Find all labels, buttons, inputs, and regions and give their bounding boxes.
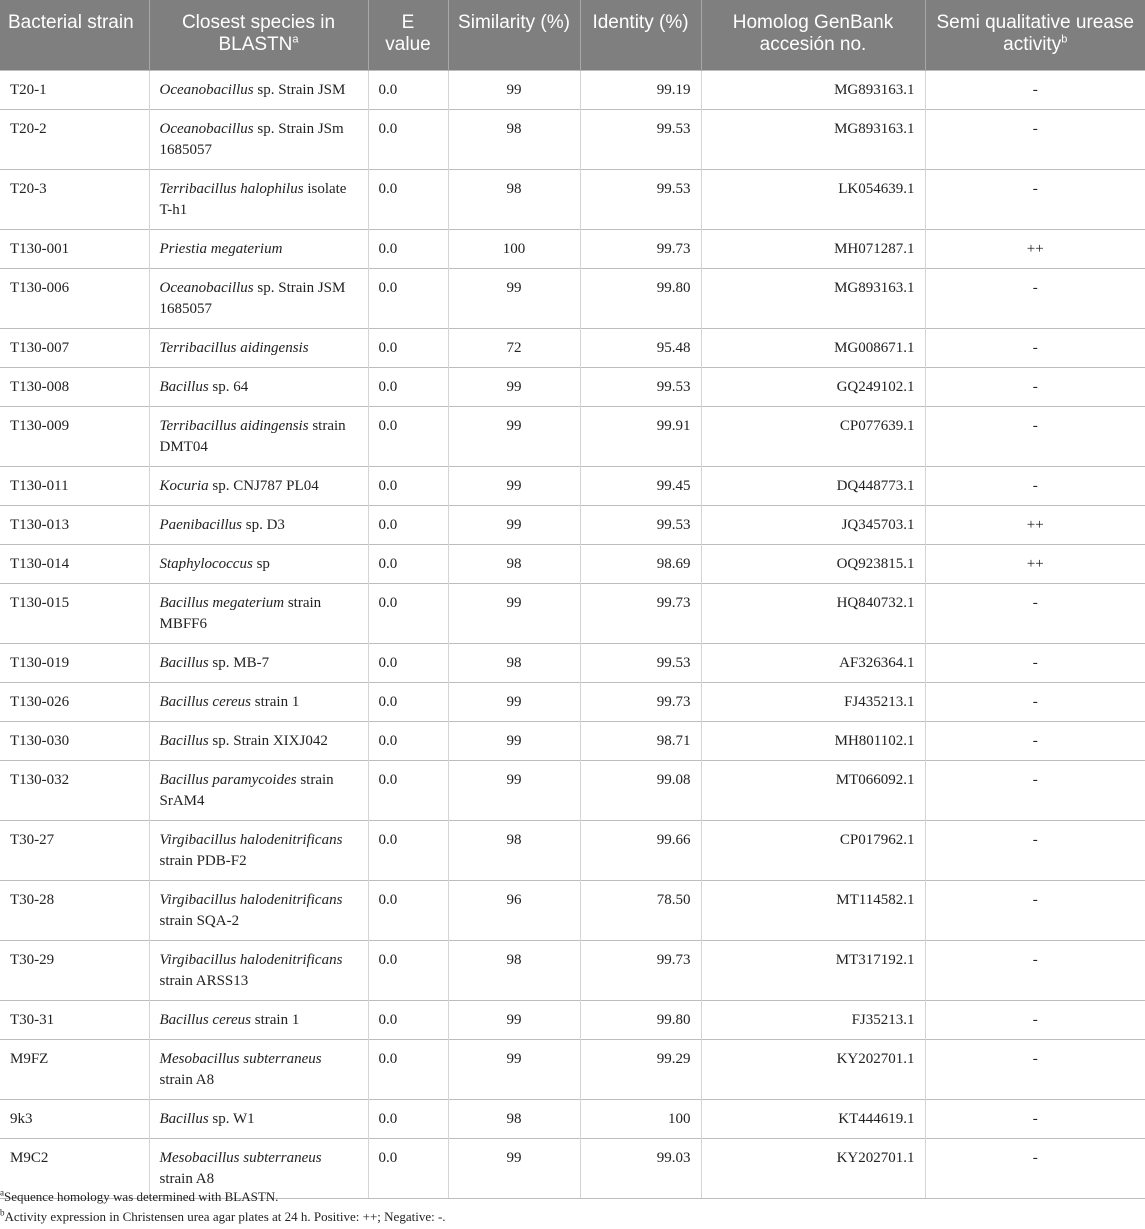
species-descriptor: strain 1 bbox=[251, 1012, 300, 1028]
cell-species bbox=[149, 644, 368, 683]
cell-species bbox=[149, 1040, 368, 1100]
cell-strain: T130-008 bbox=[0, 368, 149, 407]
cell-genbank: OQ923815.1 bbox=[701, 545, 925, 584]
cell-genbank: CP017962.1 bbox=[701, 821, 925, 881]
cell-strain: T130-015 bbox=[0, 584, 149, 644]
cell-e-value: 0.0 bbox=[368, 881, 448, 941]
species-descriptor: sp bbox=[252, 556, 270, 572]
cell-identity: 99.53 bbox=[580, 368, 701, 407]
species-descriptor: strain A8 bbox=[159, 1171, 215, 1187]
species-descriptor: strain DMT04 bbox=[159, 418, 346, 455]
cell-urease: - bbox=[925, 110, 1145, 170]
cell-species bbox=[149, 821, 368, 881]
cell-similarity: 98 bbox=[448, 170, 580, 230]
species-descriptor: isolate T-h1 bbox=[159, 181, 347, 218]
table-row bbox=[0, 329, 1145, 368]
species-italic-name: Paenibacillus bbox=[159, 517, 242, 533]
cell-urease: - bbox=[925, 584, 1145, 644]
cell-species bbox=[149, 368, 368, 407]
species-italic-name: Oceanobacillus bbox=[159, 82, 254, 98]
cell-similarity: 99 bbox=[448, 368, 580, 407]
cell-genbank: MG893163.1 bbox=[701, 71, 925, 110]
table-row bbox=[0, 71, 1145, 110]
species-descriptor: strain A8 bbox=[159, 1072, 215, 1088]
table-row bbox=[0, 368, 1145, 407]
header-closest-species: Closest species in BLASTN$^a$ bbox=[149, 0, 368, 71]
cell-similarity: 98 bbox=[448, 644, 580, 683]
cell-urease: - bbox=[925, 1139, 1145, 1199]
cell-e-value: 0.0 bbox=[368, 110, 448, 170]
cell-species bbox=[149, 467, 368, 506]
cell-genbank: KY202701.1 bbox=[701, 1139, 925, 1199]
cell-urease: - bbox=[925, 368, 1145, 407]
species-descriptor: strain SQA-2 bbox=[159, 913, 240, 929]
cell-strain: T130-019 bbox=[0, 644, 149, 683]
cell-similarity: 72 bbox=[448, 329, 580, 368]
cell-identity: 99.73 bbox=[580, 584, 701, 644]
cell-identity: 100 bbox=[580, 1100, 701, 1139]
cell-genbank: AF326364.1 bbox=[701, 644, 925, 683]
footnote-a: $^a$Sequence homology was determined with BLASTN. bbox=[0, 1187, 279, 1204]
cell-similarity: 99 bbox=[448, 407, 580, 467]
cell-genbank: MH801102.1 bbox=[701, 722, 925, 761]
table-body bbox=[0, 71, 1145, 1199]
cell-identity: 99.91 bbox=[580, 407, 701, 467]
cell-strain: T30-27 bbox=[0, 821, 149, 881]
cell-genbank: KY202701.1 bbox=[701, 1040, 925, 1100]
cell-species bbox=[149, 683, 368, 722]
species-descriptor: strain MBFF6 bbox=[159, 595, 322, 632]
header-similarity: Similarity (%) bbox=[448, 0, 580, 71]
cell-identity: 99.80 bbox=[580, 1001, 701, 1040]
species-descriptor: strain SrAM4 bbox=[159, 772, 334, 809]
cell-genbank: MT114582.1 bbox=[701, 881, 925, 941]
cell-strain: T130-009 bbox=[0, 407, 149, 467]
species-italic-name: Mesobacillus subterraneus bbox=[159, 1051, 322, 1067]
cell-urease: - bbox=[925, 329, 1145, 368]
species-descriptor: sp. MB-7 bbox=[208, 655, 270, 671]
cell-strain: 9k3 bbox=[0, 1100, 149, 1139]
cell-similarity: 99 bbox=[448, 1040, 580, 1100]
table-header-row bbox=[0, 0, 1145, 71]
cell-e-value: 0.0 bbox=[368, 506, 448, 545]
cell-identity: 98.69 bbox=[580, 545, 701, 584]
cell-similarity: 99 bbox=[448, 584, 580, 644]
cell-genbank: KT444619.1 bbox=[701, 1100, 925, 1139]
table-row bbox=[0, 584, 1145, 644]
cell-strain: M9C2 bbox=[0, 1139, 149, 1199]
cell-genbank: LK054639.1 bbox=[701, 170, 925, 230]
species-italic-name: Bacillus bbox=[159, 733, 209, 749]
species-descriptor: strain PDB-F2 bbox=[159, 853, 247, 869]
table-row bbox=[0, 821, 1145, 881]
cell-urease: - bbox=[925, 1001, 1145, 1040]
cell-species bbox=[149, 761, 368, 821]
species-descriptor: sp. 64 bbox=[208, 379, 249, 395]
cell-strain: T30-29 bbox=[0, 941, 149, 1001]
cell-strain: T20-1 bbox=[0, 71, 149, 110]
cell-e-value: 0.0 bbox=[368, 941, 448, 1001]
cell-urease: - bbox=[925, 722, 1145, 761]
cell-e-value: 0.0 bbox=[368, 170, 448, 230]
cell-identity: 99.03 bbox=[580, 1139, 701, 1199]
species-italic-name: Virgibacillus halodenitrificans bbox=[159, 892, 343, 908]
cell-urease: - bbox=[925, 683, 1145, 722]
cell-e-value: 0.0 bbox=[368, 761, 448, 821]
table-row bbox=[0, 761, 1145, 821]
cell-identity: 98.71 bbox=[580, 722, 701, 761]
cell-genbank: MH071287.1 bbox=[701, 230, 925, 269]
cell-e-value: 0.0 bbox=[368, 71, 448, 110]
cell-similarity: 99 bbox=[448, 269, 580, 329]
cell-identity: 99.73 bbox=[580, 230, 701, 269]
table-row bbox=[0, 506, 1145, 545]
cell-identity: 78.50 bbox=[580, 881, 701, 941]
species-italic-name: Oceanobacillus bbox=[159, 280, 254, 296]
species-italic-name: Virgibacillus halodenitrificans bbox=[159, 952, 343, 968]
cell-identity: 99.53 bbox=[580, 644, 701, 683]
cell-genbank: FJ35213.1 bbox=[701, 1001, 925, 1040]
table-row bbox=[0, 683, 1145, 722]
cell-similarity: 98 bbox=[448, 545, 580, 584]
table-row bbox=[0, 941, 1145, 1001]
cell-species bbox=[149, 1001, 368, 1040]
species-italic-name: Oceanobacillus bbox=[159, 121, 254, 137]
cell-species bbox=[149, 1100, 368, 1139]
cell-identity: 99.45 bbox=[580, 467, 701, 506]
cell-strain: T130-013 bbox=[0, 506, 149, 545]
cell-species bbox=[149, 545, 368, 584]
species-italic-name: Mesobacillus subterraneus bbox=[159, 1150, 322, 1166]
cell-urease: ++ bbox=[925, 230, 1145, 269]
species-italic-name: Terribacillus aidingensis bbox=[159, 340, 309, 356]
species-italic-name: Bacillus bbox=[159, 655, 209, 671]
cell-genbank: HQ840732.1 bbox=[701, 584, 925, 644]
cell-strain: M9FZ bbox=[0, 1040, 149, 1100]
cell-strain: T130-014 bbox=[0, 545, 149, 584]
cell-similarity: 99 bbox=[448, 71, 580, 110]
cell-identity: 99.73 bbox=[580, 941, 701, 1001]
species-italic-name: Bacillus cereus bbox=[159, 1012, 252, 1028]
table-footnotes bbox=[0, 1187, 1145, 1227]
header-e-value: E value bbox=[368, 0, 448, 71]
cell-similarity: 98 bbox=[448, 821, 580, 881]
cell-e-value: 0.0 bbox=[368, 1040, 448, 1100]
cell-similarity: 99 bbox=[448, 683, 580, 722]
cell-genbank: MT317192.1 bbox=[701, 941, 925, 1001]
cell-strain: T130-011 bbox=[0, 467, 149, 506]
cell-urease: - bbox=[925, 821, 1145, 881]
cell-strain: T130-007 bbox=[0, 329, 149, 368]
cell-similarity: 100 bbox=[448, 230, 580, 269]
cell-urease: - bbox=[925, 407, 1145, 467]
species-italic-name: Terribacillus aidingensis bbox=[159, 418, 309, 434]
cell-species bbox=[149, 584, 368, 644]
cell-similarity: 99 bbox=[448, 1001, 580, 1040]
header-genbank-accession: Homolog GenBank accesión no. bbox=[701, 0, 925, 71]
species-descriptor: sp. Strain JSM bbox=[253, 82, 346, 98]
cell-e-value: 0.0 bbox=[368, 683, 448, 722]
cell-similarity: 99 bbox=[448, 761, 580, 821]
cell-similarity: 98 bbox=[448, 1100, 580, 1139]
cell-similarity: 99 bbox=[448, 1139, 580, 1199]
cell-identity: 99.08 bbox=[580, 761, 701, 821]
species-descriptor: sp. D3 bbox=[242, 517, 285, 533]
cell-e-value: 0.0 bbox=[368, 545, 448, 584]
cell-strain: T20-2 bbox=[0, 110, 149, 170]
table-row bbox=[0, 1100, 1145, 1139]
cell-identity: 99.53 bbox=[580, 110, 701, 170]
cell-urease: ++ bbox=[925, 506, 1145, 545]
cell-e-value: 0.0 bbox=[368, 1100, 448, 1139]
cell-identity: 99.19 bbox=[580, 71, 701, 110]
cell-e-value: 0.0 bbox=[368, 1139, 448, 1199]
species-descriptor: strain 1 bbox=[251, 694, 300, 710]
table-row bbox=[0, 170, 1145, 230]
cell-genbank: DQ448773.1 bbox=[701, 467, 925, 506]
cell-strain: T130-026 bbox=[0, 683, 149, 722]
cell-identity: 99.53 bbox=[580, 170, 701, 230]
species-italic-name: Bacillus bbox=[159, 1111, 209, 1127]
cell-genbank: MT066092.1 bbox=[701, 761, 925, 821]
cell-urease: - bbox=[925, 170, 1145, 230]
cell-strain: T30-28 bbox=[0, 881, 149, 941]
cell-species bbox=[149, 407, 368, 467]
cell-strain: T20-3 bbox=[0, 170, 149, 230]
species-italic-name: Priestia megaterium bbox=[159, 241, 283, 257]
cell-e-value: 0.0 bbox=[368, 368, 448, 407]
species-descriptor: strain ARSS13 bbox=[159, 973, 249, 989]
cell-urease: ++ bbox=[925, 545, 1145, 584]
cell-strain: T30-31 bbox=[0, 1001, 149, 1040]
species-italic-name: Virgibacillus halodenitrificans bbox=[159, 832, 343, 848]
table-row bbox=[0, 1040, 1145, 1100]
header-bacterial-strain: Bacterial strain bbox=[0, 0, 149, 71]
cell-genbank: FJ435213.1 bbox=[701, 683, 925, 722]
species-descriptor: sp. W1 bbox=[208, 1111, 255, 1127]
cell-identity: 99.53 bbox=[580, 506, 701, 545]
cell-urease: - bbox=[925, 761, 1145, 821]
species-italic-name: Staphylococcus bbox=[159, 556, 253, 572]
cell-e-value: 0.0 bbox=[368, 1001, 448, 1040]
species-descriptor: sp. Strain JSM 1685057 bbox=[159, 280, 346, 317]
cell-species bbox=[149, 329, 368, 368]
cell-strain: T130-032 bbox=[0, 761, 149, 821]
cell-genbank: JQ345703.1 bbox=[701, 506, 925, 545]
cell-urease: - bbox=[925, 71, 1145, 110]
cell-species bbox=[149, 881, 368, 941]
cell-similarity: 98 bbox=[448, 941, 580, 1001]
table-row bbox=[0, 722, 1145, 761]
header-urease-activity: Semi qualitative urease activity$^b$ bbox=[925, 0, 1145, 71]
cell-similarity: 99 bbox=[448, 467, 580, 506]
cell-species bbox=[149, 506, 368, 545]
cell-identity: 95.48 bbox=[580, 329, 701, 368]
species-italic-name: Terribacillus halophilus bbox=[159, 181, 304, 197]
cell-genbank: MG008671.1 bbox=[701, 329, 925, 368]
cell-e-value: 0.0 bbox=[368, 329, 448, 368]
cell-genbank: CP077639.1 bbox=[701, 407, 925, 467]
cell-species bbox=[149, 110, 368, 170]
table-row bbox=[0, 467, 1145, 506]
cell-identity: 99.29 bbox=[580, 1040, 701, 1100]
cell-urease: - bbox=[925, 1040, 1145, 1100]
cell-species bbox=[149, 269, 368, 329]
table-row bbox=[0, 644, 1145, 683]
cell-species bbox=[149, 71, 368, 110]
cell-genbank: MG893163.1 bbox=[701, 269, 925, 329]
table-row bbox=[0, 881, 1145, 941]
cell-similarity: 99 bbox=[448, 506, 580, 545]
cell-similarity: 99 bbox=[448, 722, 580, 761]
species-italic-name: Bacillus paramycoides bbox=[159, 772, 297, 788]
cell-similarity: 98 bbox=[448, 110, 580, 170]
table-row bbox=[0, 407, 1145, 467]
cell-identity: 99.80 bbox=[580, 269, 701, 329]
cell-e-value: 0.0 bbox=[368, 269, 448, 329]
cell-urease: - bbox=[925, 467, 1145, 506]
cell-e-value: 0.0 bbox=[368, 407, 448, 467]
cell-urease: - bbox=[925, 1100, 1145, 1139]
cell-e-value: 0.0 bbox=[368, 644, 448, 683]
table-row bbox=[0, 545, 1145, 584]
species-italic-name: Bacillus cereus bbox=[159, 694, 252, 710]
cell-genbank: MG893163.1 bbox=[701, 110, 925, 170]
table-row bbox=[0, 1001, 1145, 1040]
cell-urease: - bbox=[925, 269, 1145, 329]
species-italic-name: Kocuria bbox=[159, 478, 209, 494]
cell-e-value: 0.0 bbox=[368, 722, 448, 761]
cell-e-value: 0.0 bbox=[368, 230, 448, 269]
cell-identity: 99.73 bbox=[580, 683, 701, 722]
species-italic-name: Bacillus megaterium bbox=[159, 595, 285, 611]
cell-strain: T130-006 bbox=[0, 269, 149, 329]
cell-similarity: 96 bbox=[448, 881, 580, 941]
cell-species bbox=[149, 941, 368, 1001]
cell-e-value: 0.0 bbox=[368, 467, 448, 506]
species-descriptor: sp. CNJ787 PL04 bbox=[208, 478, 319, 494]
table-row bbox=[0, 230, 1145, 269]
cell-strain: T130-001 bbox=[0, 230, 149, 269]
species-descriptor: sp. Strain XIXJ042 bbox=[208, 733, 328, 749]
cell-species bbox=[149, 170, 368, 230]
cell-strain: T130-030 bbox=[0, 722, 149, 761]
footnote-b: $^b$Activity expression in Christensen urea agar plates at 24 h. Positive: ++; Negative: -. bbox=[0, 1207, 446, 1224]
cell-urease: - bbox=[925, 644, 1145, 683]
cell-genbank: GQ249102.1 bbox=[701, 368, 925, 407]
species-italic-name: Bacillus bbox=[159, 379, 209, 395]
table-row bbox=[0, 110, 1145, 170]
cell-e-value: 0.0 bbox=[368, 584, 448, 644]
cell-identity: 99.66 bbox=[580, 821, 701, 881]
cell-species bbox=[149, 230, 368, 269]
table-row bbox=[0, 269, 1145, 329]
cell-urease: - bbox=[925, 881, 1145, 941]
header-identity: Identity (%) bbox=[580, 0, 701, 71]
cell-urease: - bbox=[925, 941, 1145, 1001]
species-descriptor: sp. Strain JSm 1685057 bbox=[159, 121, 344, 158]
cell-e-value: 0.0 bbox=[368, 821, 448, 881]
cell-species bbox=[149, 722, 368, 761]
